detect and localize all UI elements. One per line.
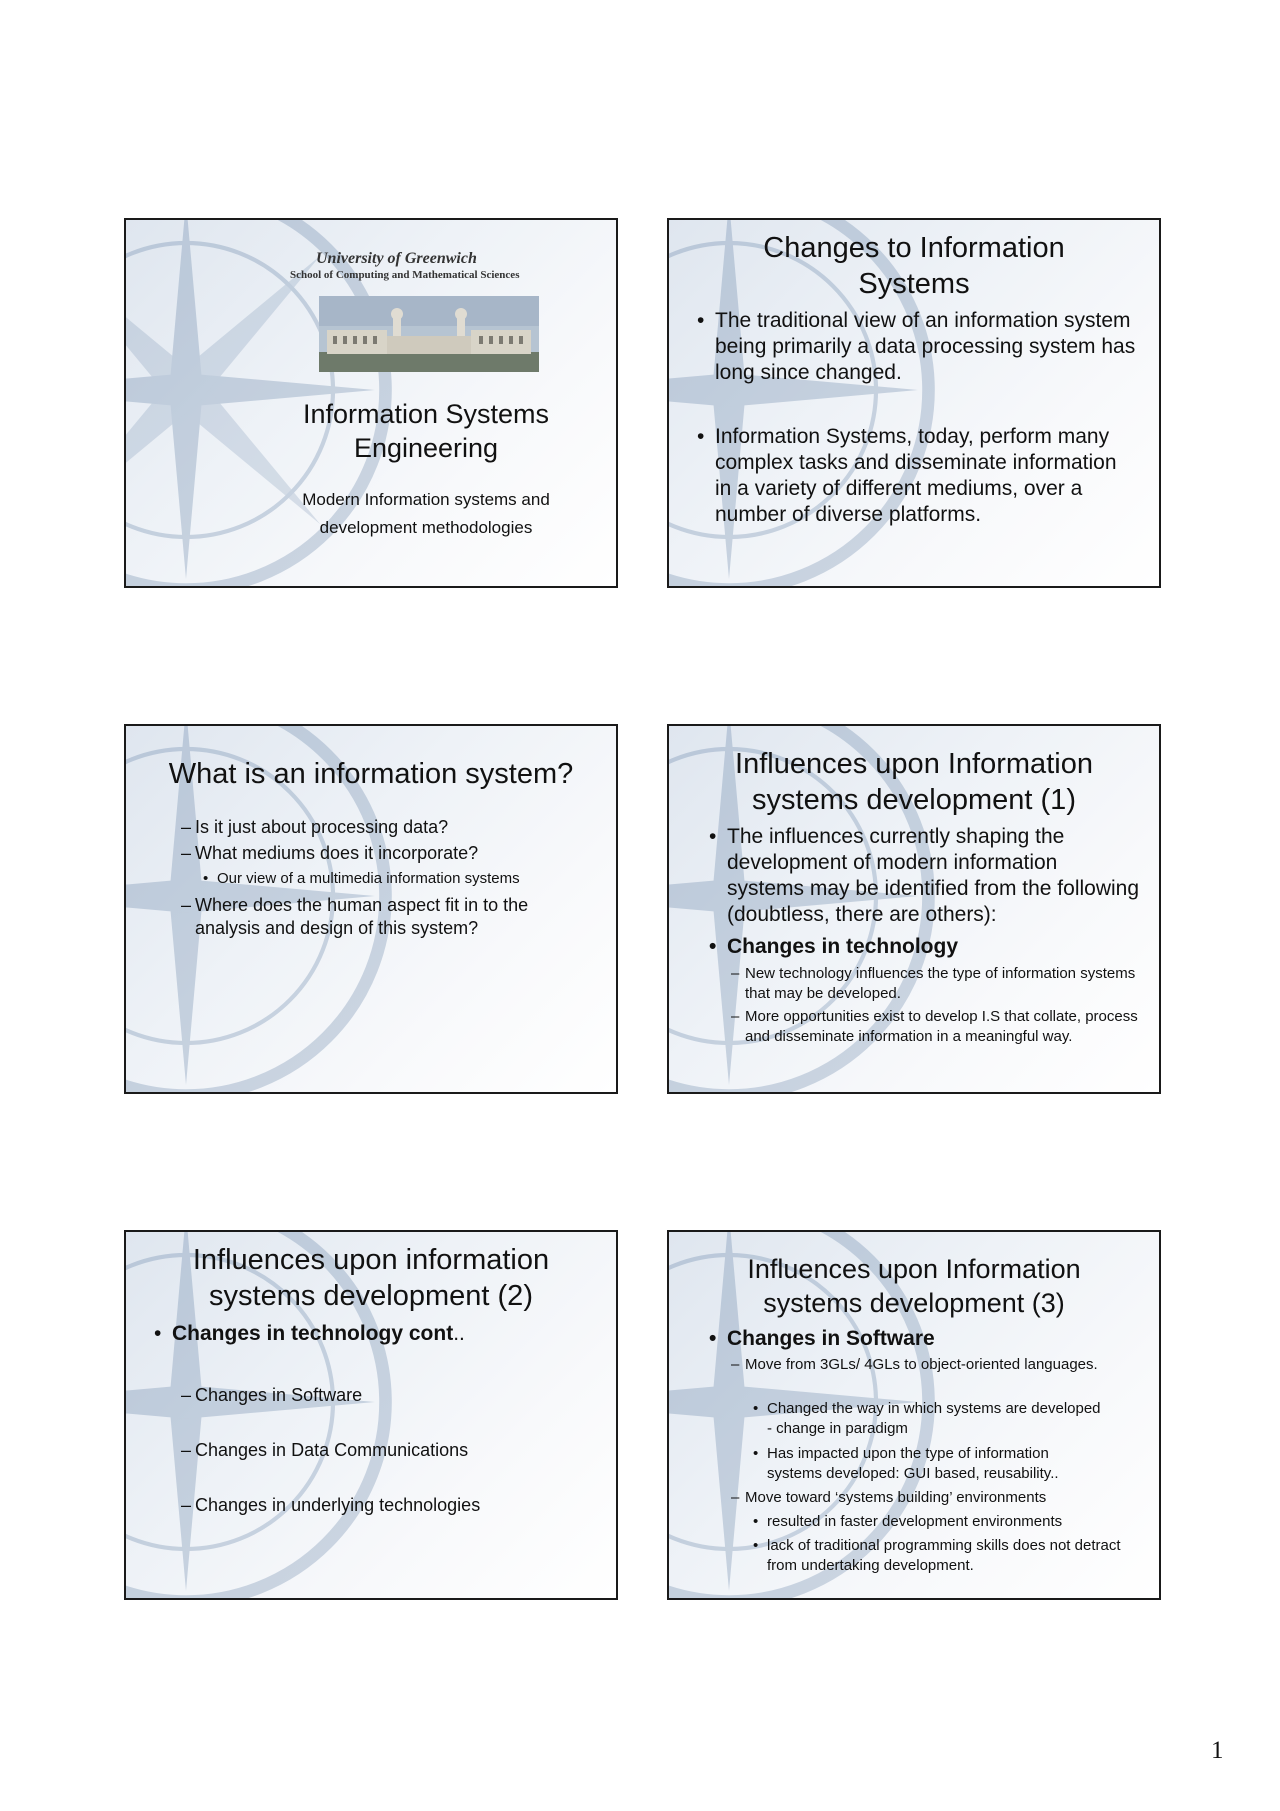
slide-title: Information Systems Engineering [302,399,550,463]
slide-4 [667,724,1161,1094]
bullet-item: • Changes in technology [709,934,1139,960]
slide-subtitle-line-2: development methodologies [319,518,533,537]
slide-1 [124,218,618,588]
list-item: • Changed the way in which systems are developed - change in paradigm [753,1399,1107,1439]
bullet-suffix: .. [453,1322,465,1345]
bullet-bold-text: Changes in technology cont [172,1322,454,1345]
list-item: – New technology influences the type of information systems that may be developed. [731,964,1139,1004]
bullet-item: • Information Systems, today, perform many complex tasks and disseminate information in a variety of different mediums, over a number of diverse platforms. [697,424,1137,528]
building-photo [319,296,539,372]
bullet-item: • The influences currently shaping the development of modern information systems may be identified from the following (doubtless, there are others): [709,824,1139,928]
slide-title-line-1: Changes to Information [763,232,1065,264]
school-name: School of Computing and Mathematical Sciences [290,269,520,281]
slide-title-line-2: Systems [858,268,970,300]
bullet-item: • Changes in Software [709,1326,935,1352]
bullet-list [709,824,1139,1047]
list-item: • Has impacted upon the type of information systems developed: GUI based, reusability.. [753,1444,1107,1484]
list-item: – More opportunities exist to develop I.S that collate, process and disseminate information in a meaningful way. [731,1007,1139,1047]
slide-5 [124,1230,618,1600]
list-item: – Where does the human aspect fit in to the analysis and design of this system? [181,894,575,940]
slide-title-line-1: Influences upon Information [735,748,1093,780]
bullet-item: • The traditional view of an information system being primarily a data processing system has long since changed. [697,308,1137,386]
page-number: 1 [1211,1737,1224,1764]
slide-3 [124,724,618,1094]
list-item: – Changes in Data Communications [181,1439,595,1462]
slide-title-line-2: systems development (1) [752,784,1076,816]
list-item: • lack of traditional programming skills does not detract from undertaking development. [753,1536,1127,1576]
list-item: • Our view of a multimedia information systems [203,869,607,889]
slide-title: What is an information system? [168,758,574,790]
list-item: – Move from 3GLs/ 4GLs to object-oriented languages. [731,1355,1105,1375]
list-item: – What mediums does it incorporate? [181,842,615,865]
list-item: – Move toward ‘systems building’ environments [731,1488,1135,1508]
slide-title-line-1: Influences upon information [192,1244,550,1276]
list-item: – Is it just about processing data? [181,816,615,839]
slide-title-line-1: Influences upon Information [747,1254,1081,1284]
bullet-item [154,1321,465,1347]
list-item: • resulted in faster development environments [753,1512,1157,1532]
university-name: University of Greenwich [316,250,477,267]
slide-subtitle-line-1: Modern Information systems and [302,490,550,509]
slide-title-line-2: systems development (3) [763,1288,1065,1318]
slide-2 [667,218,1161,588]
list-item: – Changes in underlying technologies [181,1494,595,1517]
list-item: – Changes in Software [181,1384,595,1407]
slide-title-line-2: systems development (2) [209,1280,533,1312]
bullet-list [697,308,1137,528]
slide-6 [667,1230,1161,1600]
